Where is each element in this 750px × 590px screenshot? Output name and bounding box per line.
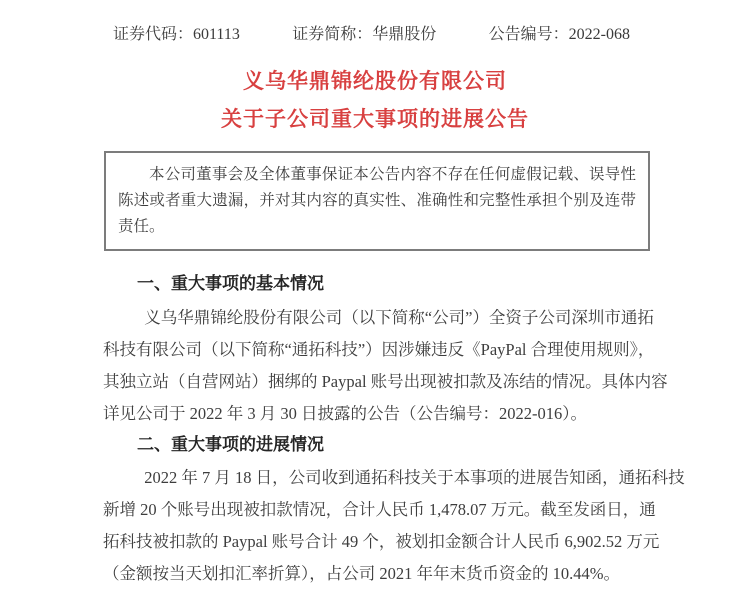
- announcement-title: 关于子公司重大事项的进展公告: [221, 108, 529, 131]
- text-line: 拓科技被扣款的 Paypal 账号合计 49 个，被划扣金额合计人民币 6,902.52 万元: [103, 532, 660, 551]
- section-2-paragraph: [103, 462, 685, 590]
- text-line: （金额按当天划扣汇率折算），占公司 2021 年年末货币资金的 10.44%。: [103, 564, 620, 583]
- text-line: 科技有限公司（以下简称“通拓科技”）因涉嫌违反《PayPal 合理使用规则》，: [103, 340, 655, 359]
- text-line: 2022 年 7 月 18 日，公司收到通拓科技关于本事项的进展告知函，通拓科技: [144, 468, 685, 487]
- document-body: [103, 274, 685, 590]
- document-header: [113, 21, 630, 44]
- text-line: 义乌华鼎锦纶股份有限公司（以下简称“公司”）全资子公司深圳市通拓: [144, 308, 654, 327]
- text-line: 其独立站（自营网站）捆绑的 Paypal 账号出现被扣款及冻结的情况。具体内容: [103, 372, 668, 391]
- stock-name: 证券简称：华鼎股份: [292, 26, 437, 43]
- disclaimer-text: 本公司董事会及全体董事保证本公告内容不存在任何虚假记载、误导性陈述或者重大遗漏，并对其内容的真实性、准确性和完整性承担个别及连带责任。: [118, 166, 636, 235]
- section-1-heading: 一、重大事项的基本情况: [137, 274, 324, 293]
- company-title: 义乌华鼎锦纶股份有限公司: [243, 70, 507, 93]
- section-2-heading: 二、重大事项的进展情况: [137, 435, 324, 454]
- text-line: 详见公司于 2022 年 3 月 30 日披露的公告（公告编号：2022-016）。: [103, 404, 587, 423]
- text-line: 新增 20 个账号出现被扣款情况，合计人民币 1,478.07 万元。截至发函日，通: [103, 500, 656, 519]
- stock-code: 证券代码：601113: [113, 26, 240, 43]
- section-1-paragraph: [103, 302, 668, 430]
- announcement-page: [0, 21, 750, 583]
- disclaimer-box: [104, 151, 650, 251]
- announcement-number: 公告编号：2022-068: [488, 26, 630, 43]
